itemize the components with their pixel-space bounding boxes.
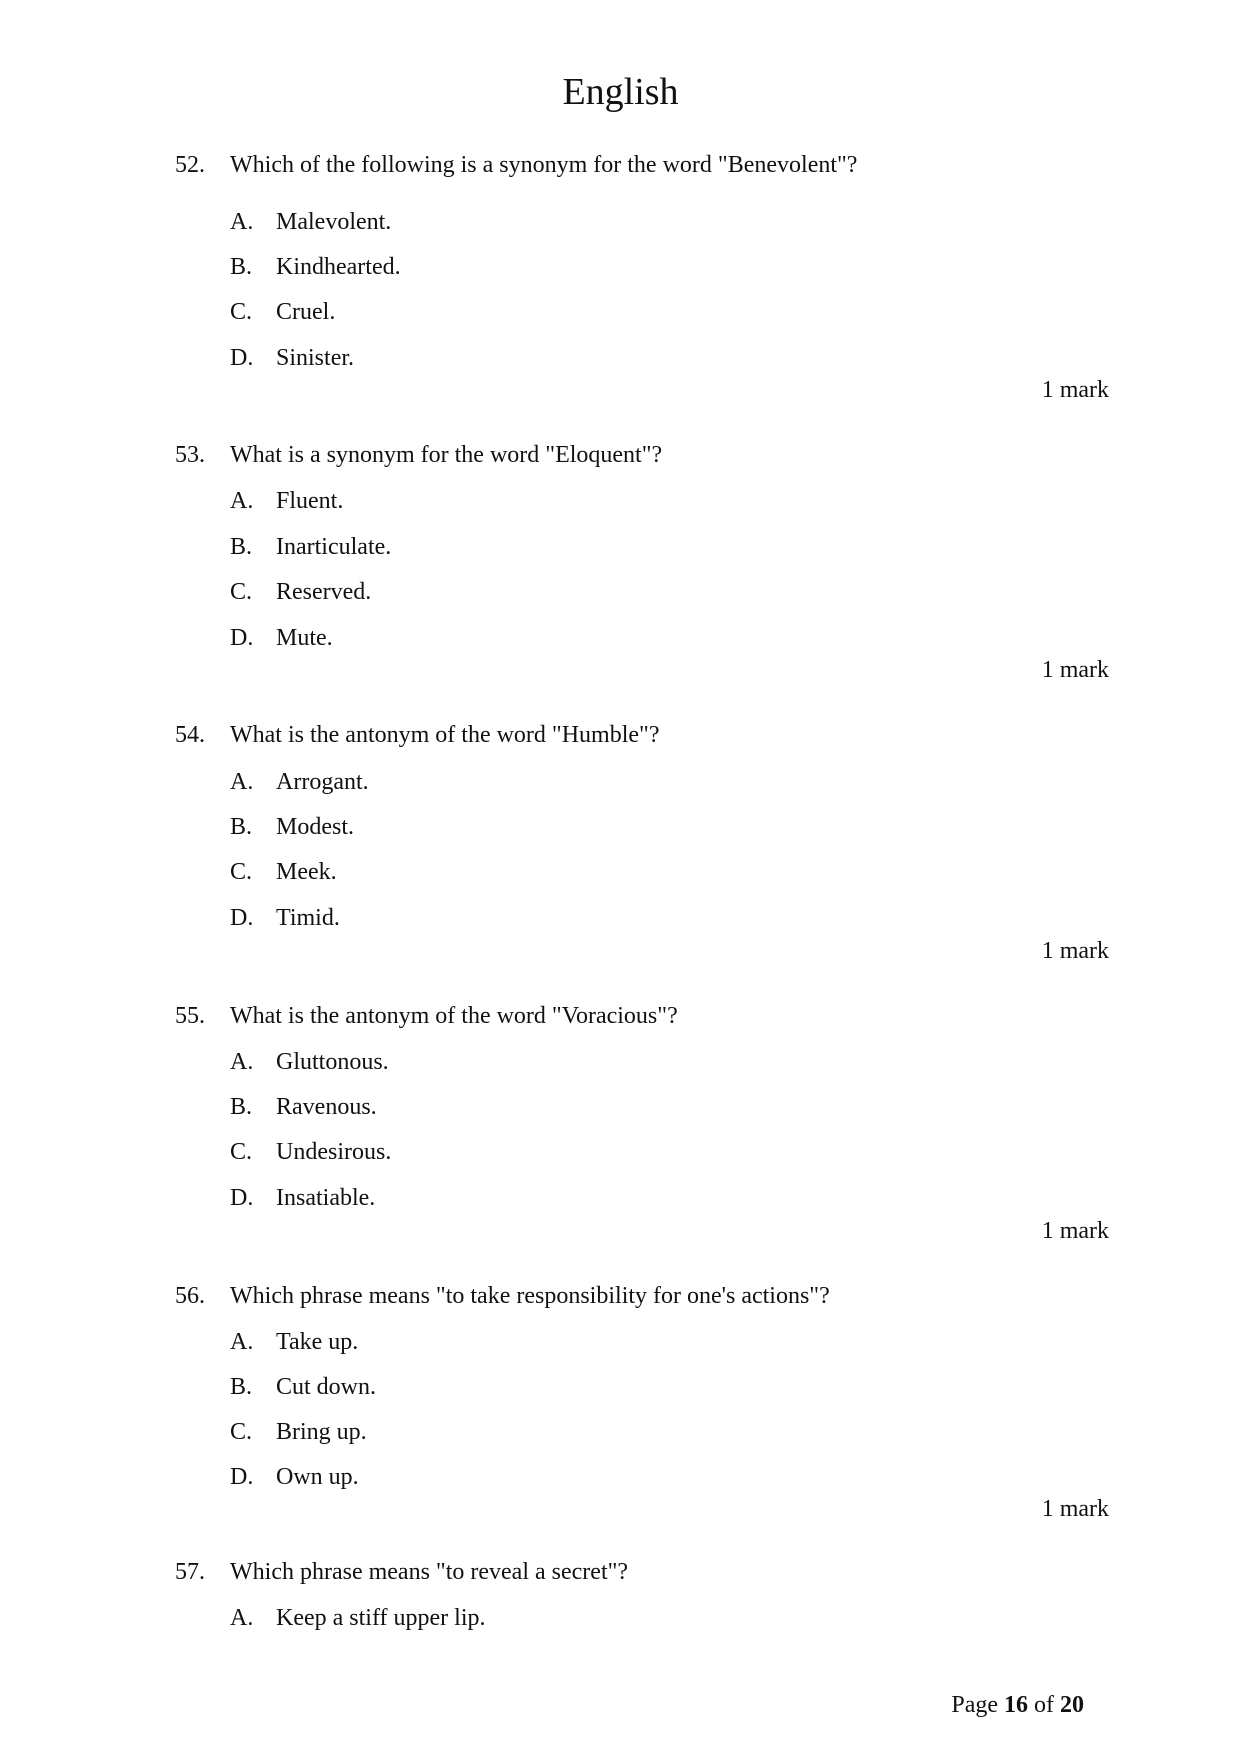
option-text: Kindhearted. bbox=[276, 254, 401, 280]
option-text: Bring up. bbox=[276, 1419, 367, 1445]
option-text: Sinister. bbox=[276, 345, 355, 371]
option-text: Inarticulate. bbox=[276, 534, 392, 560]
question-number: 53. bbox=[175, 442, 205, 468]
option-letter: A. bbox=[230, 1605, 254, 1631]
option-text: Timid. bbox=[276, 905, 340, 931]
question-text: Which of the following is a synonym for the word "Benevolent"? bbox=[230, 152, 858, 178]
option-letter: D. bbox=[230, 625, 254, 651]
page-label: Page bbox=[951, 1692, 998, 1718]
option-letter: D. bbox=[230, 345, 254, 371]
option-54-a bbox=[0, 767, 1241, 797]
page-title: English bbox=[562, 71, 679, 113]
option-text: Meek. bbox=[276, 859, 337, 885]
page-footer bbox=[951, 1690, 1084, 1720]
mark-value: 1 mark bbox=[1041, 1218, 1109, 1244]
question-number: 56. bbox=[175, 1283, 205, 1309]
total-pages-number: 20 bbox=[1060, 1692, 1084, 1718]
option-52-b bbox=[0, 252, 1241, 282]
option-55-c bbox=[0, 1137, 1241, 1167]
option-letter: B. bbox=[230, 814, 253, 840]
option-53-d bbox=[0, 623, 1241, 653]
option-letter: C. bbox=[230, 1139, 253, 1165]
option-letter: A. bbox=[230, 209, 254, 235]
option-letter: C. bbox=[230, 299, 253, 325]
mark-value: 1 mark bbox=[1041, 377, 1109, 403]
option-52-d bbox=[0, 343, 1241, 373]
option-letter: D. bbox=[230, 1185, 254, 1211]
option-55-b bbox=[0, 1092, 1241, 1122]
question-text: What is the antonym of the word "Voracious"? bbox=[230, 1003, 678, 1029]
option-text: Arrogant. bbox=[276, 769, 369, 795]
option-57-a bbox=[0, 1603, 1241, 1633]
option-text: Cruel. bbox=[276, 299, 336, 325]
option-letter: A. bbox=[230, 769, 254, 795]
option-letter: D. bbox=[230, 1464, 254, 1490]
option-text: Fluent. bbox=[276, 488, 344, 514]
option-55-d bbox=[0, 1183, 1241, 1213]
question-number: 55. bbox=[175, 1003, 205, 1029]
option-54-c bbox=[0, 857, 1241, 887]
option-55-a bbox=[0, 1047, 1241, 1077]
option-56-d bbox=[0, 1462, 1241, 1492]
option-text: Keep a stiff upper lip. bbox=[276, 1605, 486, 1631]
question-text: What is a synonym for the word "Eloquent"? bbox=[230, 442, 663, 468]
option-text: Undesirous. bbox=[276, 1139, 392, 1165]
current-page-number: 16 bbox=[1004, 1692, 1028, 1718]
mark-value: 1 mark bbox=[1041, 938, 1109, 964]
option-53-a bbox=[0, 486, 1241, 516]
question-number: 52. bbox=[175, 152, 205, 178]
question-number: 54. bbox=[175, 722, 205, 748]
mark-value: 1 mark bbox=[1041, 657, 1109, 683]
option-letter: C. bbox=[230, 859, 253, 885]
option-56-c bbox=[0, 1417, 1241, 1447]
option-letter: A. bbox=[230, 488, 254, 514]
option-text: Insatiable. bbox=[276, 1185, 376, 1211]
question-text: Which phrase means "to take responsibility for one's actions"? bbox=[230, 1283, 830, 1309]
option-text: Gluttonous. bbox=[276, 1049, 389, 1075]
option-letter: B. bbox=[230, 254, 253, 280]
option-56-a bbox=[0, 1327, 1241, 1357]
of-label: of bbox=[1034, 1692, 1054, 1718]
option-text: Ravenous. bbox=[276, 1094, 377, 1120]
option-52-a bbox=[0, 207, 1241, 237]
option-56-b bbox=[0, 1372, 1241, 1402]
option-letter: D. bbox=[230, 905, 254, 931]
option-54-d bbox=[0, 903, 1241, 933]
option-letter: A. bbox=[230, 1329, 254, 1355]
option-text: Take up. bbox=[276, 1329, 359, 1355]
option-letter: B. bbox=[230, 534, 253, 560]
option-letter: B. bbox=[230, 1374, 253, 1400]
option-text: Reserved. bbox=[276, 579, 372, 605]
option-letter: B. bbox=[230, 1094, 253, 1120]
question-text: What is the antonym of the word "Humble"? bbox=[230, 722, 660, 748]
option-53-c bbox=[0, 577, 1241, 607]
option-text: Malevolent. bbox=[276, 209, 392, 235]
question-number: 57. bbox=[175, 1559, 205, 1585]
option-53-b bbox=[0, 532, 1241, 562]
mark-value: 1 mark bbox=[1041, 1496, 1109, 1522]
option-52-c bbox=[0, 297, 1241, 327]
option-letter: C. bbox=[230, 1419, 253, 1445]
option-text: Own up. bbox=[276, 1464, 359, 1490]
option-text: Modest. bbox=[276, 814, 354, 840]
option-letter: C. bbox=[230, 579, 253, 605]
option-letter: A. bbox=[230, 1049, 254, 1075]
option-54-b bbox=[0, 812, 1241, 842]
option-text: Mute. bbox=[276, 625, 333, 651]
question-text: Which phrase means "to reveal a secret"? bbox=[230, 1559, 629, 1585]
option-text: Cut down. bbox=[276, 1374, 377, 1400]
